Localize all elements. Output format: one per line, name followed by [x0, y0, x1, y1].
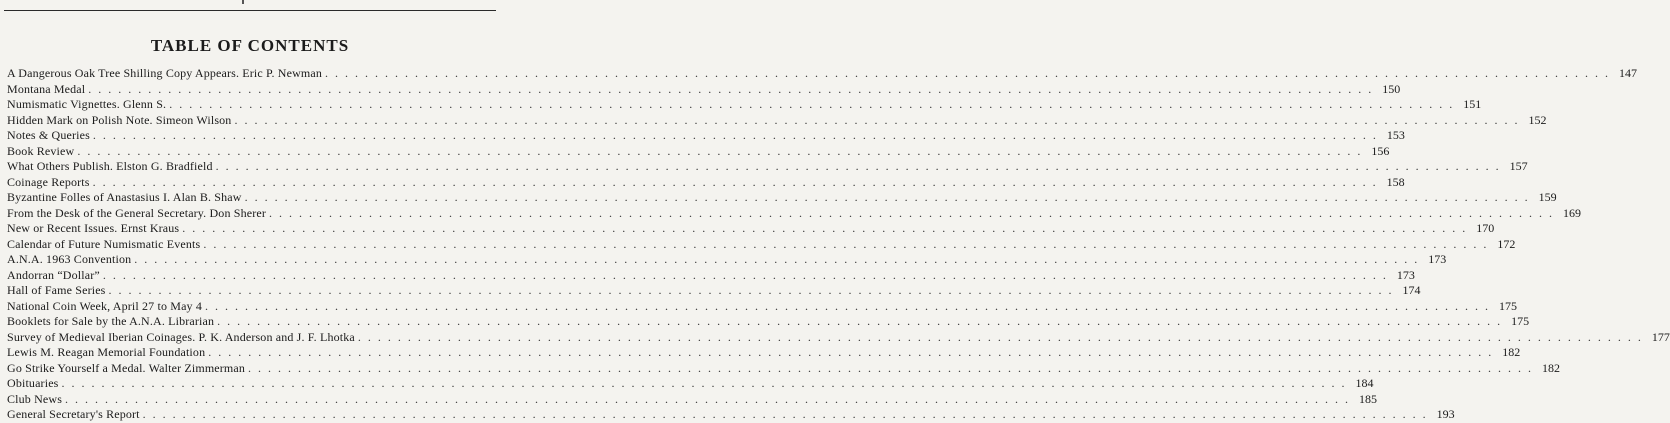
toc-entry-page-number: 158	[1386, 174, 1405, 189]
toc-entry	[7, 97, 1482, 113]
dot-leader	[109, 283, 1394, 299]
toc-entry-title: Calendar of Future Numismatic Events	[7, 236, 201, 251]
dot-leader	[269, 206, 1554, 222]
dot-leader	[62, 376, 1347, 392]
toc-entry-title: From the Desk of the General Secretary. Don Sherer	[7, 205, 266, 220]
toc-entry-page-number: 184	[1355, 376, 1374, 390]
dot-leader	[182, 221, 1467, 237]
toc-entry-title: Book Review	[7, 143, 75, 158]
top-rule-divider	[4, 10, 496, 11]
toc-entry-page-number: 182	[1542, 360, 1561, 375]
toc-entry-title: Hall of Fame Series	[7, 283, 106, 297]
page-top-mark	[242, 0, 244, 4]
toc-entry-title: What Others Publish. Elston G. Bradfield	[7, 159, 213, 173]
toc-entry-page-number: 193	[1436, 407, 1455, 421]
dot-leader	[234, 113, 1519, 129]
toc-entry-page-number: 170	[1476, 221, 1495, 235]
toc-entry-title: New or Recent Issues. Ernst Kraus	[7, 221, 180, 235]
toc-entry	[7, 298, 1518, 315]
toc-entry	[7, 66, 1638, 82]
dot-leader	[169, 97, 1454, 113]
toc-entry	[7, 407, 1455, 423]
dot-leader	[65, 392, 1350, 408]
toc-entry-title: General Secretary's Report	[7, 407, 140, 421]
toc-entry-page-number: 157	[1509, 159, 1528, 173]
toc-entry-title: Hidden Mark on Polish Note. Simeon Wilson	[7, 112, 232, 127]
toc-entry-page-number: 152	[1528, 112, 1547, 127]
toc-entry-title: Coinage Reports	[7, 174, 90, 189]
toc-entry-title: Numismatic Vignettes. Glenn S.	[7, 97, 167, 111]
dot-leader	[245, 190, 1530, 206]
toc-entry-title: Booklets for Sale by the A.N.A. Librarian	[7, 314, 215, 328]
dot-leader	[216, 159, 1501, 175]
toc-entry-title: Obituaries	[7, 376, 59, 390]
dot-leader	[248, 361, 1533, 377]
toc-entry-page-number: 185	[1359, 391, 1378, 406]
dot-leader	[358, 330, 1643, 346]
toc-entry	[7, 128, 1405, 144]
toc-entry-title: National Coin Week, April 27 to May 4	[7, 298, 203, 313]
toc-entry	[7, 283, 1421, 299]
toc-entry-page-number: 175	[1511, 314, 1530, 328]
toc-entry-page-number: 150	[1382, 81, 1401, 96]
dot-leader	[208, 345, 1493, 361]
toc-entry	[7, 252, 1447, 268]
toc-heading: TABLE OF CONTENTS	[150, 36, 350, 55]
toc-entry	[7, 205, 1581, 222]
toc-entry-title: Notes & Queries	[7, 128, 90, 142]
toc-entry-page-number: 172	[1497, 236, 1516, 251]
toc-entry-title: Go Strike Yourself a Medal. Walter Zimmerman	[7, 360, 246, 375]
toc-entry-page-number: 182	[1502, 345, 1521, 359]
toc-entry	[7, 360, 1561, 377]
dot-leader	[134, 252, 1419, 268]
toc-entry-page-number: 169	[1562, 205, 1581, 220]
toc-entry-page-number: 173	[1396, 267, 1415, 282]
dot-leader	[205, 299, 1490, 315]
toc-entry-title: A.N.A. 1963 Convention	[7, 252, 132, 266]
toc-entry-page-number: 153	[1386, 128, 1405, 142]
toc-entry	[7, 143, 1390, 160]
toc-entry-title: A Dangerous Oak Tree Shilling Copy Appears. Eric P. Newman	[7, 66, 323, 80]
toc-entry-title: Club News	[7, 391, 63, 406]
toc-list	[7, 66, 1670, 423]
toc-entry	[7, 81, 1401, 98]
toc-entry	[7, 391, 1378, 408]
toc-entry-title: Survey of Medieval Iberian Coinages. P. K. Anderson and J. F. Lhotka	[7, 329, 355, 344]
toc-entry-page-number: 175	[1499, 298, 1518, 313]
toc-entry-title: Byzantine Folles of Anastasius I. Alan B. Shaw	[7, 190, 242, 204]
toc-entry	[7, 112, 1547, 129]
dot-leader	[143, 407, 1428, 423]
dot-leader	[93, 128, 1378, 144]
toc-entry-page-number: 177	[1651, 329, 1670, 344]
toc-entry-page-number: 174	[1402, 283, 1421, 297]
toc-entry	[7, 174, 1405, 191]
toc-entry	[7, 267, 1415, 284]
toc-entry	[7, 314, 1530, 330]
toc-entry	[7, 221, 1495, 237]
toc-entry-page-number: 159	[1538, 190, 1557, 204]
toc-entry	[7, 236, 1516, 253]
toc-entry	[7, 376, 1374, 392]
toc-entry-page-number: 173	[1428, 252, 1447, 266]
dot-leader	[93, 175, 1378, 191]
toc-entry-title: Andorran “Dollar”	[7, 267, 100, 282]
toc-entry-title: Lewis M. Reagan Memorial Foundation	[7, 345, 206, 359]
toc-entry-page-number: 147	[1619, 66, 1638, 80]
toc-entry	[7, 345, 1521, 361]
dot-leader	[88, 82, 1373, 98]
toc-entry	[7, 159, 1528, 175]
dot-leader	[325, 66, 1610, 82]
toc-entry-title: Montana Medal	[7, 81, 86, 96]
toc-entry-page-number: 156	[1371, 143, 1390, 158]
dot-leader	[203, 237, 1488, 253]
toc-entry	[7, 190, 1557, 206]
dot-leader	[103, 268, 1388, 284]
dot-leader	[77, 144, 1362, 160]
toc-entry	[7, 329, 1670, 346]
dot-leader	[217, 314, 1502, 330]
toc-entry-page-number: 151	[1463, 97, 1482, 111]
